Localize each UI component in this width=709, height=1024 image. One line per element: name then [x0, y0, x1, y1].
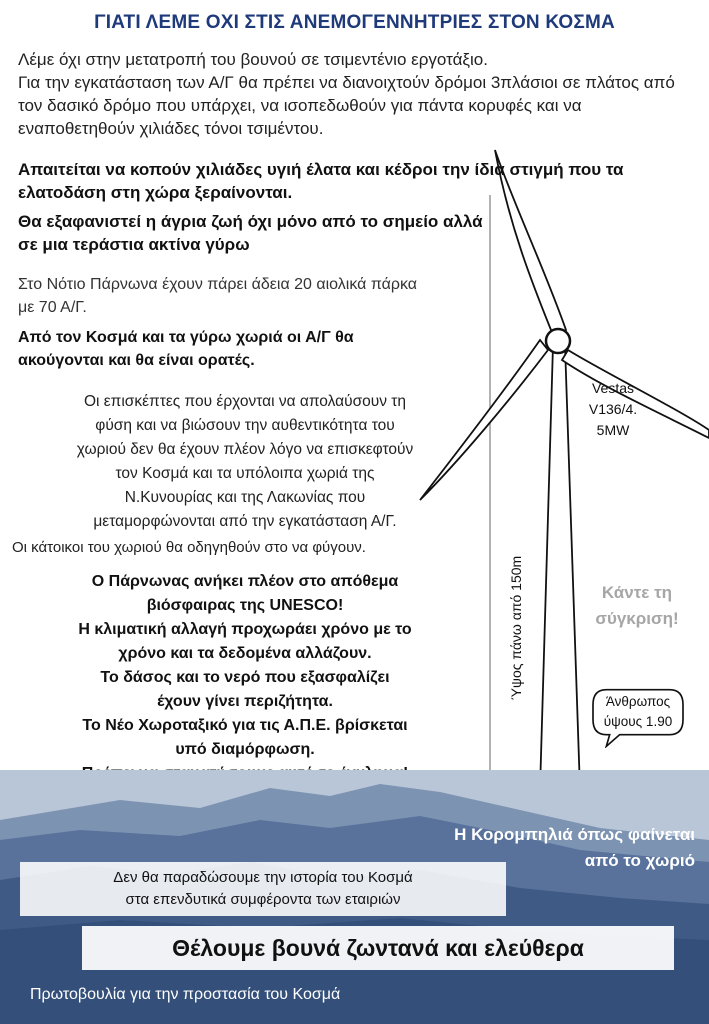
height-label: Ύψος πάνω από 150m	[508, 555, 524, 700]
unesco-line: Το Νέο Χωροταξικό για τις Α.Π.Ε. βρίσκεται	[82, 717, 408, 734]
paragraph-residents: Οι κάτοικοι του χωριού θα οδηγηθούν στο να φύγουν.	[12, 539, 366, 556]
paragraph-visitors	[30, 390, 460, 534]
unesco-line: έχουν γίνει περιζήτητα.	[157, 693, 333, 710]
person-height-label	[584, 692, 692, 732]
compare-line: σύγκριση!	[595, 609, 679, 628]
history-banner	[20, 862, 506, 916]
paragraph-unesco	[10, 570, 480, 786]
paragraph-trees: Απαιτείται να κοπούν χιλιάδες υγιή έλατα και κέδροι την ίδια στιγμή που τα ελατοδάση στη χώρα ξεραίνονται.	[18, 160, 624, 202]
koromplia-line: από το χωριό	[584, 851, 695, 870]
history-line: Δεν θα παραδώσουμε την ιστορία του Κοσμά	[113, 869, 413, 886]
person-line: Άνθρωπος	[605, 694, 671, 709]
koromplia-line: Η Κορομπηλιά όπως φαίνεται	[454, 825, 695, 844]
visitors-line: τον Κοσμά και τα υπόλοιπα χωριά της	[115, 465, 375, 482]
unesco-line: χρόνο και τα δεδομένα αλλάζουν.	[118, 645, 372, 662]
compare-callout	[572, 580, 702, 632]
paragraph-parks: Στο Νότιο Πάρνωνα έχουν πάρει άδεια 20 αιολικά πάρκα με 70 Α/Γ.	[18, 276, 418, 316]
paragraph-visibility: Από τον Κοσμά και τα γύρω χωριά οι Α/Γ θα ακούγονται και θα είναι ορατές.	[18, 329, 354, 369]
compare-line: Κάντε τη	[601, 583, 673, 602]
page-title: ΓΙΑΤΙ ΛΕΜΕ ΟΧΙ ΣΤΙΣ ΑΝΕΜΟΓΕΝΝΗΤΡΙΕΣ ΣΤΟΝ ΚΟΣΜΑ	[94, 12, 615, 33]
model-line: V136/4.	[588, 401, 638, 417]
footer-initiative: Πρωτοβουλία για την προστασία του Κοσμά	[30, 986, 341, 1003]
intro-line-2: Για την εγκατάσταση των Α/Γ θα πρέπει να διανοιχτούν δρόμοι 3πλάσιοι σε πλάτος από τον δασικό δρόμο που υπάρχει, να ισοπεδωθούν για πάντα κορυφές και να εναποθετηθούν χιλιάδες τόνοι τσιμέντου.	[18, 73, 675, 138]
person-line: ύψους 1.90	[603, 714, 673, 729]
visitors-line: μεταμορφώνονται από την εγκατάσταση Α/Γ.	[93, 513, 397, 530]
intro-paragraph	[18, 48, 688, 140]
unesco-line: Το δάσος και το νερό που εξασφαλίζει	[100, 669, 390, 686]
model-line: Vestas	[591, 380, 635, 396]
turbine-model-label	[568, 378, 658, 441]
visitors-line: Οι επισκέπτες που έρχονται να απολαύσουν τη	[83, 393, 407, 410]
visitors-line: φύση και να βιώσουν την αυθεντικότητα του	[95, 417, 395, 434]
history-line: στα επενδυτικά συμφέροντα των εταιριών	[125, 891, 401, 908]
unesco-line: βιόσφαιρας της UNESCO!	[146, 597, 344, 614]
slogan-banner: Θέλουμε βουνά ζωντανά και ελεύθερα	[82, 926, 674, 970]
paragraph-wildlife: Θα εξαφανιστεί η άγρια ζωή όχι μόνο από το σημείο αλλά σε μια τεράστια ακτίνα γύρω	[18, 212, 483, 254]
intro-line-1: Λέμε όχι στην μετατροπή του βουνού σε τσιμεντένιο εργοτάξιο.	[18, 50, 488, 69]
model-line: 5MW	[596, 422, 630, 438]
unesco-line: υπό διαμόρφωση.	[175, 741, 315, 758]
visitors-line: χωριού δεν θα έχουν πλέον λόγο να επισκεφτούν	[76, 441, 414, 458]
unesco-line: Ο Πάρνωνας ανήκει πλέον στο απόθεμα	[91, 573, 399, 590]
visitors-line: Ν.Κυνουρίας και της Λακωνίας που	[124, 489, 366, 506]
turbine-hub	[546, 329, 570, 353]
unesco-line: Η κλιματική αλλαγή προχωράει χρόνο με το	[78, 621, 412, 638]
